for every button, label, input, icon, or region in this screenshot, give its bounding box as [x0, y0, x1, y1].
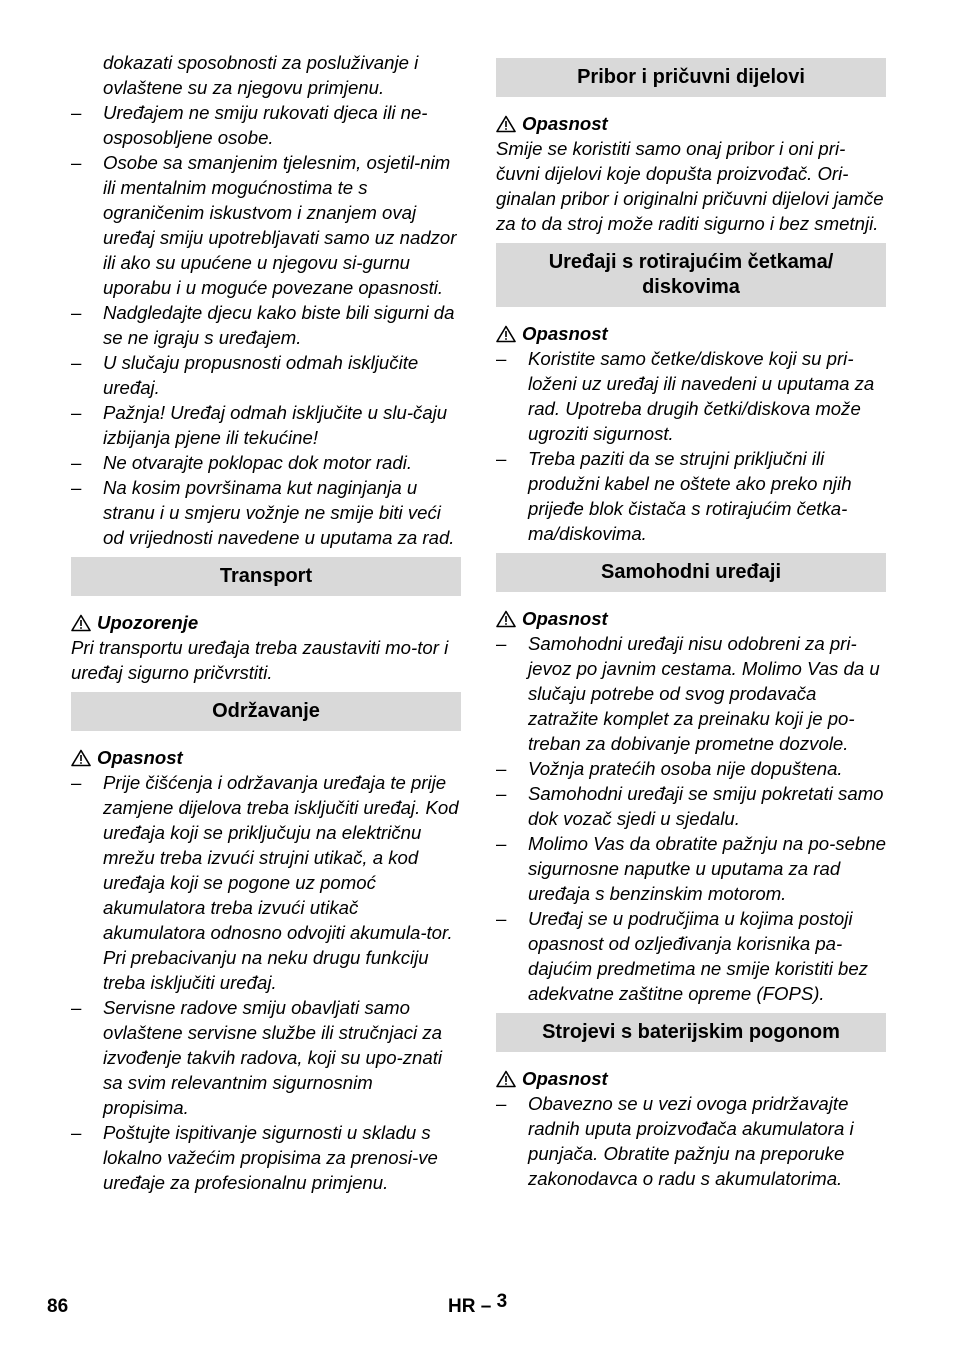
dash-marker: –	[496, 1093, 507, 1114]
list-item: – Samohodni uređaji nisu odobreni za pri-jevoz po javnim cestama. Molimo Vas da u slučaju potrebe od svog prodavača zatražite komplet za preinaku koji je po-treban za dobivanje prometne dozvole.	[496, 633, 880, 754]
warning-label: Opasnost	[496, 606, 886, 631]
warning-triangle-icon	[496, 610, 516, 628]
left-column	[71, 50, 461, 1195]
warning-triangle-icon	[496, 325, 516, 343]
language-code: HR	[448, 1296, 476, 1317]
battery-list	[496, 1091, 886, 1191]
list-item: – Na kosim površinama kut naginjanja u stranu i u smjeru vožnje ne smije biti veći od vrijednosti navedene u uputama za rad.	[71, 477, 455, 548]
dash-marker: –	[496, 783, 507, 804]
footer-dash: –	[480, 1296, 492, 1317]
list-item: – Servisne radove smiju obavljati samo ovlaštene servisne službe ili stručnjaci za izvođenje takvih radova, koji su upo-znati sa svim relevantnim sigurnosnim propisima.	[71, 997, 443, 1118]
sub-page-number: 3	[496, 1291, 508, 1312]
list-item: – Molimo Vas da obratite pažnju na po-sebne sigurnosne naputke u uputama za rad uređaja s benzinskim motorom.	[496, 833, 886, 904]
dash-marker: –	[71, 772, 82, 793]
dash-marker: –	[71, 402, 82, 423]
right-column	[496, 51, 886, 1191]
warning-label: Opasnost	[496, 321, 886, 346]
dash-marker: –	[496, 348, 507, 369]
list-item: – Koristite samo četke/diskove koji su pri-loženi uz uređaj ili navedeni u uputama za rad. Upotreba drugih četki/diskova može ugroziti sigurnost.	[496, 348, 875, 444]
brushes-list	[496, 346, 886, 546]
list-item: – Nadgledajte djecu kako biste bili sigurni da se ne igraju s uređajem.	[71, 302, 455, 348]
accessories-text: Smije se koristiti samo onaj pribor i oni pri-čuvni dijelovi koje dopušta proizvođač. Ori-ginalan pribor i originalni pričuvni dijelovi jamče za to da stroj može raditi sigurno i bez smetnji.	[496, 138, 884, 234]
self-propelled-list	[496, 631, 886, 1006]
section-heading-maintenance: Održavanje	[71, 692, 461, 731]
intro-continuation: dokazati sposobnosti za posluživanje i ovlaštene su za njegovu primjenu.	[103, 52, 419, 98]
warning-label: Opasnost	[71, 745, 461, 770]
warning-triangle-icon	[496, 115, 516, 133]
dash-marker: –	[496, 833, 507, 854]
footer-language-page	[448, 1291, 508, 1318]
transport-text: Pri transportu uređaja treba zaustaviti mo-tor i uređaj sigurno pričvrstiti.	[71, 637, 449, 683]
dash-marker: –	[71, 452, 82, 473]
list-item: – U slučaju propusnosti odmah isključite uređaj.	[71, 352, 419, 398]
section-heading-transport: Transport	[71, 557, 461, 596]
list-item: – Obavezno se u vezi ovoga pridržavajte radnih uputa proizvođača akumulatora i punjača. Obratite pažnju na preporuke zakonodavca o radu s akumulatorima.	[496, 1093, 854, 1189]
dash-marker: –	[496, 448, 507, 469]
dash-marker: –	[71, 1122, 82, 1143]
dash-marker: –	[71, 102, 82, 123]
list-item: – Ne otvarajte poklopac dok motor radi.	[71, 452, 413, 473]
maintenance-list	[71, 770, 461, 1195]
warning-label: Opasnost	[496, 1066, 886, 1091]
list-item: – Poštujte ispitivanje sigurnosti u skladu s lokalno važećim propisima za prenosi-ve uređaje za profesionalnu primjenu.	[71, 1122, 438, 1193]
list-item: – Pažnja! Uređaj odmah isključite u slu-čaju izbijanja pjene ili tekućine!	[71, 402, 448, 448]
list-item: – Vožnja pratećih osoba nije dopuštena.	[496, 758, 843, 779]
section-heading-self-propelled: Samohodni uređaji	[496, 553, 886, 592]
section-heading-battery: Strojevi s baterijskim pogonom	[496, 1013, 886, 1052]
warning-triangle-icon	[71, 614, 91, 632]
warning-triangle-icon	[496, 1070, 516, 1088]
dash-marker: –	[71, 352, 82, 373]
list-item: – Uređajem ne smiju rukovati djeca ili ne-osposobljene osobe.	[71, 102, 428, 148]
list-item: – Prije čišćenja i održavanja uređaja te prije zamjene dijelova treba isključiti uređaj. Kod uređaja koji se priključuju na električnu mrežu treba izvući strujni utikač, a kod uređaja koji se pogone uz pomoć akumulatora treba izvući utikač akumulatora odnosno odvojiti akumula-tor. Pri prebacivanju na neku drugu funkciju treba isključiti uređaj.	[71, 772, 459, 993]
dash-marker: –	[71, 997, 82, 1018]
dash-marker: –	[71, 152, 82, 173]
page-number: 86	[47, 1296, 69, 1317]
list-item: – Samohodni uređaji se smiju pokretati samo dok vozač sjedi u sjedalu.	[496, 783, 884, 829]
dash-marker: –	[496, 758, 507, 779]
list-item: – Osobe sa smanjenim tjelesnim, osjetil-nim ili mentalnim mogućnostima te s ograničenim iskustvom i znanjem ovaj uređaj smiju upotrebljavati samo uz nadzor ili ako su upućene u njegovu si-gurnu uporabu i u moguće povezane opasnosti.	[71, 152, 457, 298]
list-item: – Uređaj se u područjima u kojima postoji opasnost od ozljeđivanja korisnika pa-dajućim predmetima ne smije koristiti bez adekvatne zaštitne opreme (FOPS).	[496, 908, 868, 1004]
dash-marker: –	[496, 633, 507, 654]
warning-label: Opasnost	[496, 111, 886, 136]
dash-marker: –	[71, 477, 82, 498]
section-heading-accessories: Pribor i pričuvni dijelovi	[496, 58, 886, 97]
warning-label: Upozorenje	[71, 610, 461, 635]
intro-list	[71, 100, 461, 550]
section-heading-brushes: Uređaji s rotirajućim četkama/ diskovima	[496, 243, 886, 307]
dash-marker: –	[71, 302, 82, 323]
warning-triangle-icon	[71, 749, 91, 767]
dash-marker: –	[496, 908, 507, 929]
list-item: – Treba paziti da se strujni priključni ili produžni kabel ne oštete ako preko njih prijeđe blok čistača s rotirajućim četka-ma/diskovima.	[496, 448, 852, 544]
